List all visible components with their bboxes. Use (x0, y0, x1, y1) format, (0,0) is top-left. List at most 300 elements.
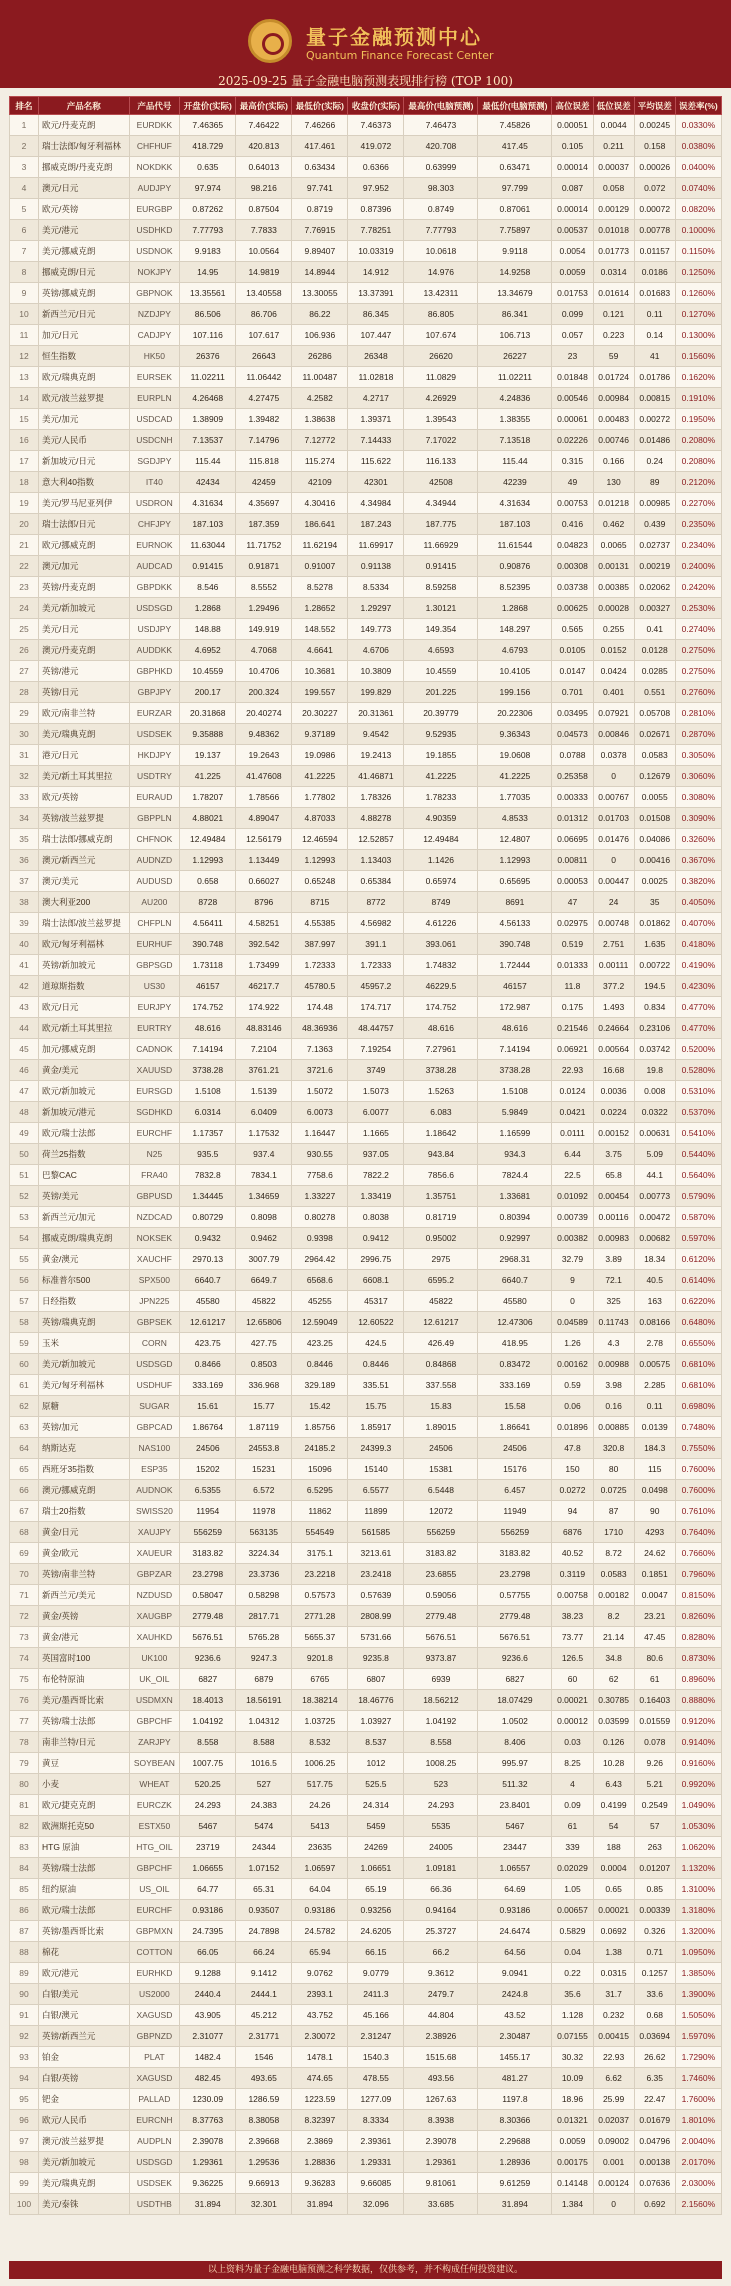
cell-close-actual: 1.5073 (348, 1081, 404, 1102)
cell-avg-error: 0.0285 (634, 661, 675, 682)
cell-low-actual: 2393.1 (292, 1984, 348, 2005)
cell-low-actual: 1.38638 (292, 409, 348, 430)
table-row (10, 1795, 722, 1816)
cell-product-code: GBPDKK (129, 577, 180, 598)
cell-rank: 29 (10, 703, 39, 724)
cell-low-forecast: 43.52 (478, 2005, 552, 2026)
table-row (10, 1984, 722, 2005)
cell-low-forecast: 5467 (478, 1816, 552, 1837)
cell-high-forecast: 1.35751 (404, 1186, 478, 1207)
cell-low-error: 65.8 (593, 1165, 634, 1186)
cell-product-name: 美元/罗马尼亚列伊 (39, 493, 130, 514)
cell-error-rate: 0.7610% (675, 1501, 721, 1522)
cell-close-actual: 0.8038 (348, 1207, 404, 1228)
cell-product-name: 欧元/挪威克朗 (39, 535, 130, 556)
brand-name-cn: 量子金融预测中心 (306, 25, 482, 49)
cell-product-code: EURZAR (129, 703, 180, 724)
cell-high-forecast: 1515.68 (404, 2047, 478, 2068)
cell-low-actual: 97.741 (292, 178, 348, 199)
cell-low-error: 0.65 (593, 1879, 634, 1900)
table-row (10, 2131, 722, 2152)
cell-high-error: 0.701 (552, 682, 593, 703)
cell-product-code: NOKSEK (129, 1228, 180, 1249)
cell-rank: 77 (10, 1711, 39, 1732)
cell-low-error: 0.223 (593, 325, 634, 346)
cell-avg-error: 0.71 (634, 1942, 675, 1963)
cell-avg-error: 6.35 (634, 2068, 675, 2089)
cell-high-error: 0.09 (552, 1795, 593, 1816)
cell-product-name: 黄金/港元 (39, 1627, 130, 1648)
cell-high-actual: 563135 (236, 1522, 292, 1543)
cell-error-rate: 0.9920% (675, 1774, 721, 1795)
cell-high-error: 1.384 (552, 2194, 593, 2215)
cell-rank: 90 (10, 1984, 39, 2005)
cell-close-actual: 8772 (348, 892, 404, 913)
cell-high-error: 0.01312 (552, 808, 593, 829)
cell-low-forecast: 7.75897 (478, 220, 552, 241)
cell-error-rate: 0.2270% (675, 493, 721, 514)
cell-rank: 21 (10, 535, 39, 556)
cell-avg-error: 263 (634, 1837, 675, 1858)
column-header-rank: 排名 (10, 97, 39, 115)
cell-high-error: 0.0059 (552, 2131, 593, 2152)
cell-high-error: 0.04589 (552, 1312, 593, 1333)
cell-avg-error: 0.01862 (634, 913, 675, 934)
cell-low-error: 0.00182 (593, 1585, 634, 1606)
cell-high-actual: 19.2643 (236, 745, 292, 766)
cell-close-actual: 1.03927 (348, 1711, 404, 1732)
cell-error-rate: 0.2350% (675, 514, 721, 535)
cell-high-actual: 5765.28 (236, 1627, 292, 1648)
cell-product-name: 意大利40指数 (39, 472, 130, 493)
cell-low-forecast: 24.6474 (478, 1921, 552, 1942)
cell-open-actual: 10.4559 (180, 661, 236, 682)
cell-high-actual: 0.8503 (236, 1354, 292, 1375)
cell-open-actual: 66.05 (180, 1942, 236, 1963)
cell-low-forecast: 4.31634 (478, 493, 552, 514)
cell-low-actual: 12.46594 (292, 829, 348, 850)
table-row (10, 2110, 722, 2131)
cell-low-forecast: 390.748 (478, 934, 552, 955)
cell-high-forecast: 3183.82 (404, 1543, 478, 1564)
cell-open-actual: 333.169 (180, 1375, 236, 1396)
cell-high-forecast: 66.36 (404, 1879, 478, 1900)
cell-low-forecast: 1.2868 (478, 598, 552, 619)
cell-high-forecast: 426.49 (404, 1333, 478, 1354)
cell-high-actual: 174.922 (236, 997, 292, 1018)
table-row (10, 1249, 722, 1270)
cell-error-rate: 0.0820% (675, 199, 721, 220)
cell-open-actual: 9.9183 (180, 241, 236, 262)
cell-high-actual: 115.818 (236, 451, 292, 472)
cell-close-actual: 20.31361 (348, 703, 404, 724)
cell-low-error: 0.00767 (593, 787, 634, 808)
cell-close-actual: 6.0077 (348, 1102, 404, 1123)
table-row (10, 1543, 722, 1564)
cell-low-error: 0.462 (593, 514, 634, 535)
cell-rank: 52 (10, 1186, 39, 1207)
table-row (10, 325, 722, 346)
cell-product-code: USDNOK (129, 241, 180, 262)
cell-error-rate: 0.2400% (675, 556, 721, 577)
cell-avg-error: 22.47 (634, 2089, 675, 2110)
cell-avg-error: 2.285 (634, 1375, 675, 1396)
cell-low-forecast: 14.9258 (478, 262, 552, 283)
cell-high-forecast: 337.558 (404, 1375, 478, 1396)
cell-high-error: 0.099 (552, 304, 593, 325)
cell-close-actual: 5459 (348, 1816, 404, 1837)
cell-avg-error: 163 (634, 1291, 675, 1312)
cell-high-actual: 6879 (236, 1669, 292, 1690)
cell-low-actual: 148.552 (292, 619, 348, 640)
cell-low-forecast: 26227 (478, 346, 552, 367)
cell-product-code: JPN225 (129, 1291, 180, 1312)
cell-high-actual: 1.29496 (236, 598, 292, 619)
table-row (10, 199, 722, 220)
cell-high-actual: 4.58251 (236, 913, 292, 934)
cell-error-rate: 0.1560% (675, 346, 721, 367)
cell-open-actual: 9.35888 (180, 724, 236, 745)
cell-product-code: HK50 (129, 346, 180, 367)
cell-high-forecast: 7.46473 (404, 115, 478, 136)
cell-error-rate: 1.0490% (675, 1795, 721, 1816)
cell-product-code: CORN (129, 1333, 180, 1354)
cell-high-error: 0.03738 (552, 577, 593, 598)
cell-open-actual: 13.35561 (180, 283, 236, 304)
cell-open-actual: 12.61217 (180, 1312, 236, 1333)
cell-avg-error: 40.5 (634, 1270, 675, 1291)
cell-close-actual: 23.2418 (348, 1564, 404, 1585)
cell-open-actual: 0.80729 (180, 1207, 236, 1228)
cell-open-actual: 48.616 (180, 1018, 236, 1039)
cell-high-error: 0.06 (552, 1396, 593, 1417)
cell-open-actual: 556259 (180, 1522, 236, 1543)
cell-product-name: 白银/美元 (39, 1984, 130, 2005)
table-row (10, 1480, 722, 1501)
cell-product-code: N25 (129, 1144, 180, 1165)
cell-high-actual: 15.77 (236, 1396, 292, 1417)
cell-low-forecast: 64.69 (478, 1879, 552, 1900)
cell-product-code: GBPSEK (129, 1312, 180, 1333)
table-row (10, 1732, 722, 1753)
cell-low-forecast: 31.894 (478, 2194, 552, 2215)
cell-error-rate: 1.0530% (675, 1816, 721, 1837)
cell-product-name: 美元/日元 (39, 619, 130, 640)
cell-high-error: 0.02029 (552, 1858, 593, 1879)
cell-avg-error: 0.2549 (634, 1795, 675, 1816)
cell-high-forecast: 9.3612 (404, 1963, 478, 1984)
cell-low-error: 34.8 (593, 1648, 634, 1669)
cell-open-actual: 4.56411 (180, 913, 236, 934)
cell-avg-error: 0.1257 (634, 1963, 675, 1984)
table-row (10, 1060, 722, 1081)
cell-low-error: 0.00129 (593, 199, 634, 220)
cell-error-rate: 0.6120% (675, 1249, 721, 1270)
cell-close-actual: 41.46871 (348, 766, 404, 787)
column-header-avg-error: 平均误差 (634, 97, 675, 115)
cell-close-actual: 1.85917 (348, 1417, 404, 1438)
cell-low-forecast: 9.36343 (478, 724, 552, 745)
cell-low-actual: 48.36936 (292, 1018, 348, 1039)
cell-high-error: 0.00537 (552, 220, 593, 241)
cell-low-forecast: 0.93186 (478, 1900, 552, 1921)
cell-open-actual: 1.04192 (180, 1711, 236, 1732)
cell-rank: 75 (10, 1669, 39, 1690)
cell-open-actual: 11954 (180, 1501, 236, 1522)
cell-product-name: 新加坡元/港元 (39, 1102, 130, 1123)
table-row (10, 787, 722, 808)
cell-close-actual: 24.314 (348, 1795, 404, 1816)
cell-rank: 84 (10, 1858, 39, 1879)
table-row (10, 304, 722, 325)
cell-high-actual: 13.40558 (236, 283, 292, 304)
cell-open-actual: 24.293 (180, 1795, 236, 1816)
cell-error-rate: 0.9120% (675, 1711, 721, 1732)
cell-product-code: USDMXN (129, 1690, 180, 1711)
cell-high-forecast: 1.89015 (404, 1417, 478, 1438)
cell-low-actual: 0.65248 (292, 871, 348, 892)
table-row (10, 1669, 722, 1690)
cell-high-actual: 65.31 (236, 1879, 292, 1900)
cell-rank: 86 (10, 1900, 39, 1921)
cell-high-error: 339 (552, 1837, 593, 1858)
cell-open-actual: 64.77 (180, 1879, 236, 1900)
cell-product-name: 新西兰元/美元 (39, 1585, 130, 1606)
cell-low-actual: 23.2218 (292, 1564, 348, 1585)
cell-low-error: 22.93 (593, 2047, 634, 2068)
cell-error-rate: 0.5370% (675, 1102, 721, 1123)
cell-close-actual: 1012 (348, 1753, 404, 1774)
cell-high-error: 32.79 (552, 1249, 593, 1270)
cell-low-forecast: 9.9118 (478, 241, 552, 262)
cell-product-code: AUDDKK (129, 640, 180, 661)
cell-high-error: 0.04823 (552, 535, 593, 556)
cell-high-error: 0.01333 (552, 955, 593, 976)
cell-high-error: 0.00012 (552, 1711, 593, 1732)
cell-low-forecast: 4.24836 (478, 388, 552, 409)
cell-high-forecast: 9.52935 (404, 724, 478, 745)
cell-low-actual: 423.25 (292, 1333, 348, 1354)
cell-low-error: 0.0692 (593, 1921, 634, 1942)
cell-error-rate: 0.2810% (675, 703, 721, 724)
cell-error-rate: 0.5310% (675, 1081, 721, 1102)
cell-product-name: 美元/瑞典克朗 (39, 724, 130, 745)
cell-close-actual: 7822.2 (348, 1165, 404, 1186)
cell-low-actual: 6568.6 (292, 1270, 348, 1291)
cell-error-rate: 0.5200% (675, 1039, 721, 1060)
cell-product-code: ESP35 (129, 1459, 180, 1480)
table-row (10, 1039, 722, 1060)
cell-high-actual: 200.324 (236, 682, 292, 703)
cell-high-forecast: 7.17022 (404, 430, 478, 451)
cell-low-forecast: 2.29688 (478, 2131, 552, 2152)
cell-high-error: 0.0788 (552, 745, 593, 766)
cell-rank: 51 (10, 1165, 39, 1186)
cell-product-name: 欧洲斯托克50 (39, 1816, 130, 1837)
column-header-close-actual: 收盘价(实际) (348, 97, 404, 115)
cell-product-name: 欧元/英镑 (39, 787, 130, 808)
cell-low-actual: 0.57573 (292, 1585, 348, 1606)
cell-close-actual: 7.46373 (348, 115, 404, 136)
cell-product-name: 澳元/美元 (39, 871, 130, 892)
cell-high-forecast: 0.59056 (404, 1585, 478, 1606)
cell-high-forecast: 4.90359 (404, 808, 478, 829)
cell-rank: 67 (10, 1501, 39, 1522)
cell-product-name: 澳元/新西兰元 (39, 850, 130, 871)
cell-high-actual: 6649.7 (236, 1270, 292, 1291)
cell-low-error: 0.00748 (593, 913, 634, 934)
cell-low-actual: 106.936 (292, 325, 348, 346)
cell-high-forecast: 7856.6 (404, 1165, 478, 1186)
cell-high-actual: 46217.7 (236, 976, 292, 997)
table-row (10, 1522, 722, 1543)
cell-low-actual: 199.557 (292, 682, 348, 703)
cell-avg-error: 0.0055 (634, 787, 675, 808)
cell-product-name: 英国富时100 (39, 1648, 130, 1669)
cell-close-actual: 26348 (348, 346, 404, 367)
cell-error-rate: 0.6550% (675, 1333, 721, 1354)
cell-high-forecast: 4.26929 (404, 388, 478, 409)
cell-low-actual: 174.48 (292, 997, 348, 1018)
cell-error-rate: 0.4180% (675, 934, 721, 955)
cell-error-rate: 1.0950% (675, 1942, 721, 1963)
table-header (10, 97, 722, 115)
cell-product-code: COTTON (129, 1942, 180, 1963)
cell-high-actual: 1286.59 (236, 2089, 292, 2110)
cell-open-actual: 3183.82 (180, 1543, 236, 1564)
cell-rank: 31 (10, 745, 39, 766)
cell-error-rate: 0.2420% (675, 577, 721, 598)
cell-high-forecast: 1008.25 (404, 1753, 478, 1774)
cell-open-actual: 2440.4 (180, 1984, 236, 2005)
cell-close-actual: 1277.09 (348, 2089, 404, 2110)
cell-high-error: 8.25 (552, 1753, 593, 1774)
cell-avg-error: 0.03694 (634, 2026, 675, 2047)
cell-open-actual: 6827 (180, 1669, 236, 1690)
cell-open-actual: 45580 (180, 1291, 236, 1312)
cell-high-actual: 18.56191 (236, 1690, 292, 1711)
cell-low-forecast: 106.713 (478, 325, 552, 346)
cell-high-actual: 10.0564 (236, 241, 292, 262)
cell-product-name: 加元/日元 (39, 325, 130, 346)
cell-high-actual: 48.83146 (236, 1018, 292, 1039)
report-subtitle: 2025-09-25 量子金融电脑预测表现排行榜 (TOP 100) (218, 74, 513, 88)
cell-rank: 65 (10, 1459, 39, 1480)
cell-low-forecast: 2779.48 (478, 1606, 552, 1627)
cell-high-forecast: 523 (404, 1774, 478, 1795)
cell-product-code: GBPPLN (129, 808, 180, 829)
cell-high-actual: 8.5552 (236, 577, 292, 598)
cell-high-forecast: 4.34944 (404, 493, 478, 514)
cell-close-actual: 187.243 (348, 514, 404, 535)
cell-error-rate: 0.7550% (675, 1438, 721, 1459)
cell-high-forecast: 1.39543 (404, 409, 478, 430)
cell-rank: 15 (10, 409, 39, 430)
cell-low-error: 0.00984 (593, 388, 634, 409)
cell-product-code: GBPHKD (129, 661, 180, 682)
cell-avg-error: 0.072 (634, 178, 675, 199)
table-row (10, 619, 722, 640)
cell-rank: 18 (10, 472, 39, 493)
cell-high-error: 0.01896 (552, 1417, 593, 1438)
cell-close-actual: 32.096 (348, 2194, 404, 2215)
cell-avg-error: 5.09 (634, 1144, 675, 1165)
cell-avg-error: 5.21 (634, 1774, 675, 1795)
cell-high-actual: 7834.1 (236, 1165, 292, 1186)
cell-high-forecast: 66.2 (404, 1942, 478, 1963)
cell-product-name: 道琼斯指数 (39, 976, 130, 997)
cell-high-error: 0.315 (552, 451, 593, 472)
cell-open-actual: 9.1288 (180, 1963, 236, 1984)
cell-low-actual: 19.0986 (292, 745, 348, 766)
cell-open-actual: 7.77793 (180, 220, 236, 241)
cell-high-forecast: 149.354 (404, 619, 478, 640)
cell-high-error: 73.77 (552, 1627, 593, 1648)
cell-product-code: USDCNH (129, 430, 180, 451)
cell-high-error: 35.6 (552, 1984, 593, 2005)
cell-avg-error: 115 (634, 1459, 675, 1480)
cell-low-actual: 15096 (292, 1459, 348, 1480)
cell-avg-error: 0.0186 (634, 262, 675, 283)
cell-high-forecast: 1.78233 (404, 787, 478, 808)
cell-low-forecast: 1.16599 (478, 1123, 552, 1144)
cell-product-code: EURJPY (129, 997, 180, 1018)
cell-high-error: 6.44 (552, 1144, 593, 1165)
cell-avg-error: 0.07636 (634, 2173, 675, 2194)
cell-low-error: 1.38 (593, 1942, 634, 1963)
cell-low-forecast: 1.06557 (478, 1858, 552, 1879)
cell-high-error: 0.0105 (552, 640, 593, 661)
cell-high-error: 0.416 (552, 514, 593, 535)
cell-high-forecast: 2.39078 (404, 2131, 478, 2152)
cell-low-error: 0.00454 (593, 1186, 634, 1207)
cell-high-forecast: 8.558 (404, 1732, 478, 1753)
cell-open-actual: 7.13537 (180, 430, 236, 451)
cell-high-actual: 107.617 (236, 325, 292, 346)
cell-avg-error: 0.04086 (634, 829, 675, 850)
column-header-error-rate: 误差率(%) (675, 97, 721, 115)
cell-low-actual: 6.5295 (292, 1480, 348, 1501)
cell-high-actual: 0.93507 (236, 1900, 292, 1921)
cell-high-error: 0.00308 (552, 556, 593, 577)
cell-rank: 54 (10, 1228, 39, 1249)
cell-product-code: EURAUD (129, 787, 180, 808)
cell-close-actual: 24269 (348, 1837, 404, 1858)
cell-open-actual: 19.137 (180, 745, 236, 766)
cell-product-name: 美元/港元 (39, 220, 130, 241)
cell-product-name: 澳元/波兰兹罗提 (39, 2131, 130, 2152)
cell-error-rate: 0.5790% (675, 1186, 721, 1207)
cell-rank: 82 (10, 1816, 39, 1837)
cell-product-name: 巴黎CAC (39, 1165, 130, 1186)
cell-close-actual: 525.5 (348, 1774, 404, 1795)
cell-low-forecast: 19.0608 (478, 745, 552, 766)
cell-product-code: PALLAD (129, 2089, 180, 2110)
cell-close-actual: 0.91138 (348, 556, 404, 577)
cell-high-forecast: 98.303 (404, 178, 478, 199)
cell-high-forecast: 943.84 (404, 1144, 478, 1165)
cell-rank: 100 (10, 2194, 39, 2215)
cell-high-actual: 24.383 (236, 1795, 292, 1816)
cell-low-forecast: 23447 (478, 1837, 552, 1858)
table-row (10, 850, 722, 871)
cell-product-name: 英镑/波兰兹罗提 (39, 808, 130, 829)
cell-rank: 30 (10, 724, 39, 745)
cell-low-error: 2.751 (593, 934, 634, 955)
cell-avg-error: 0.326 (634, 1921, 675, 1942)
cell-low-forecast: 0.92997 (478, 1228, 552, 1249)
cell-product-code: GBPCHF (129, 1711, 180, 1732)
